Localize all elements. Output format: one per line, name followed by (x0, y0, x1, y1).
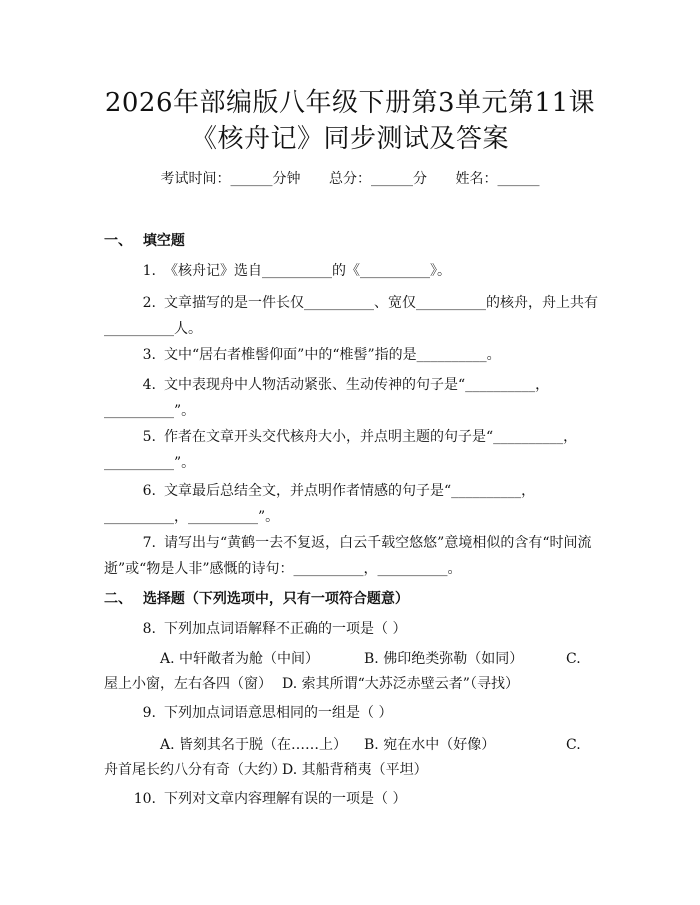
document-title-line-1: 2026年部编版八年级下册第3单元第11课 (104, 88, 596, 118)
question-number: 8. (142, 621, 156, 637)
section-number: 一、 (104, 233, 132, 249)
question-text-cont: __________，__________”。 (104, 509, 280, 525)
section-title: 填空题 (142, 233, 185, 249)
option-c-text: 屋上小窗，左右各四（窗） (104, 676, 272, 692)
question-text: 《核舟记》选自__________的《__________》。 (164, 263, 451, 279)
option-c-label: C. (566, 737, 581, 753)
question-text-cont: __________”。 (104, 403, 196, 419)
question-1 (104, 258, 598, 284)
section-heading-multiple-choice (104, 588, 409, 608)
option-c-text: 舟首尾长约八分有奇（大约） (104, 762, 286, 778)
option-c-label: C. (566, 651, 581, 667)
question-4 (104, 372, 598, 424)
option-b: B. 宛在水中（好像） (364, 737, 496, 753)
question-number: 3. (142, 347, 156, 363)
question-number: 5. (142, 429, 156, 445)
option-b: B. 佛印绝类弥勒（如同） (364, 651, 524, 667)
question-text: 文章描写的是一件长仅__________、宽仅__________的核舟，舟上共有 (164, 295, 598, 311)
question-text: 文章最后总结全文，并点明作者情感的句子是“__________， (164, 483, 536, 499)
option-d: D. 其船背稍夷（平坦） (282, 762, 428, 778)
question-number: 9. (142, 705, 156, 721)
question-5 (104, 424, 598, 476)
question-3 (104, 342, 598, 368)
question-text-cont: __________”。 (104, 455, 196, 471)
exam-meta (0, 168, 700, 188)
section-title: 选择题（下列选项中，只有一项符合题意） (142, 591, 409, 607)
question-text: 作者在文章开头交代核舟大小，并点明主题的句子是“__________， (164, 429, 578, 445)
question-2 (104, 290, 598, 342)
question-text: 下列加点词语解释不正确的一项是（ ） (164, 621, 407, 637)
student-name-field: 姓名：______ (455, 171, 540, 187)
question-text-cont: __________人。 (104, 321, 202, 337)
question-7 (104, 530, 598, 582)
option-a: A. 中轩敞者为舱（中间） (160, 651, 320, 667)
option-d: D. 索其所谓“大苏泛赤壁云者”（寻找） (282, 676, 519, 692)
question-8 (104, 616, 598, 642)
section-number: 二、 (104, 591, 132, 607)
question-6 (104, 478, 598, 530)
question-number: 1. (142, 263, 156, 279)
question-text: 下列对文章内容理解有误的一项是（ ） (164, 791, 407, 807)
question-text-cont: 逝”或“物是人非”感慨的诗句：__________，__________。 (104, 561, 462, 577)
question-number: 4. (142, 377, 156, 393)
question-9-options (104, 732, 598, 784)
question-10 (104, 786, 598, 812)
document-title-line-2: 《核舟记》同步测试及答案 (190, 124, 509, 154)
question-number: 2. (142, 295, 156, 311)
question-text: 文中表现舟中人物活动紧张、生动传神的句子是“__________， (164, 377, 550, 393)
question-text: 下列加点词语意思相同的一组是（ ） (164, 705, 393, 721)
question-9 (104, 700, 598, 726)
question-8-options (104, 646, 598, 698)
exam-time-field: 考试时间：______分钟 (160, 171, 301, 187)
section-heading-fill-blank (104, 230, 185, 250)
total-score-field: 总分：______分 (329, 171, 427, 187)
question-text: 文中“居右者椎髻仰面”中的“椎髻”指的是__________。 (164, 347, 501, 363)
question-number: 6. (142, 483, 156, 499)
option-a: A. 皆刻其名于脱（在……上） (160, 737, 348, 753)
question-text: 请写出与“黄鹤一去不复返，白云千载空悠悠”意境相似的含有“时间流 (164, 535, 592, 551)
question-number: 10. (133, 791, 156, 807)
question-number: 7. (142, 535, 156, 551)
